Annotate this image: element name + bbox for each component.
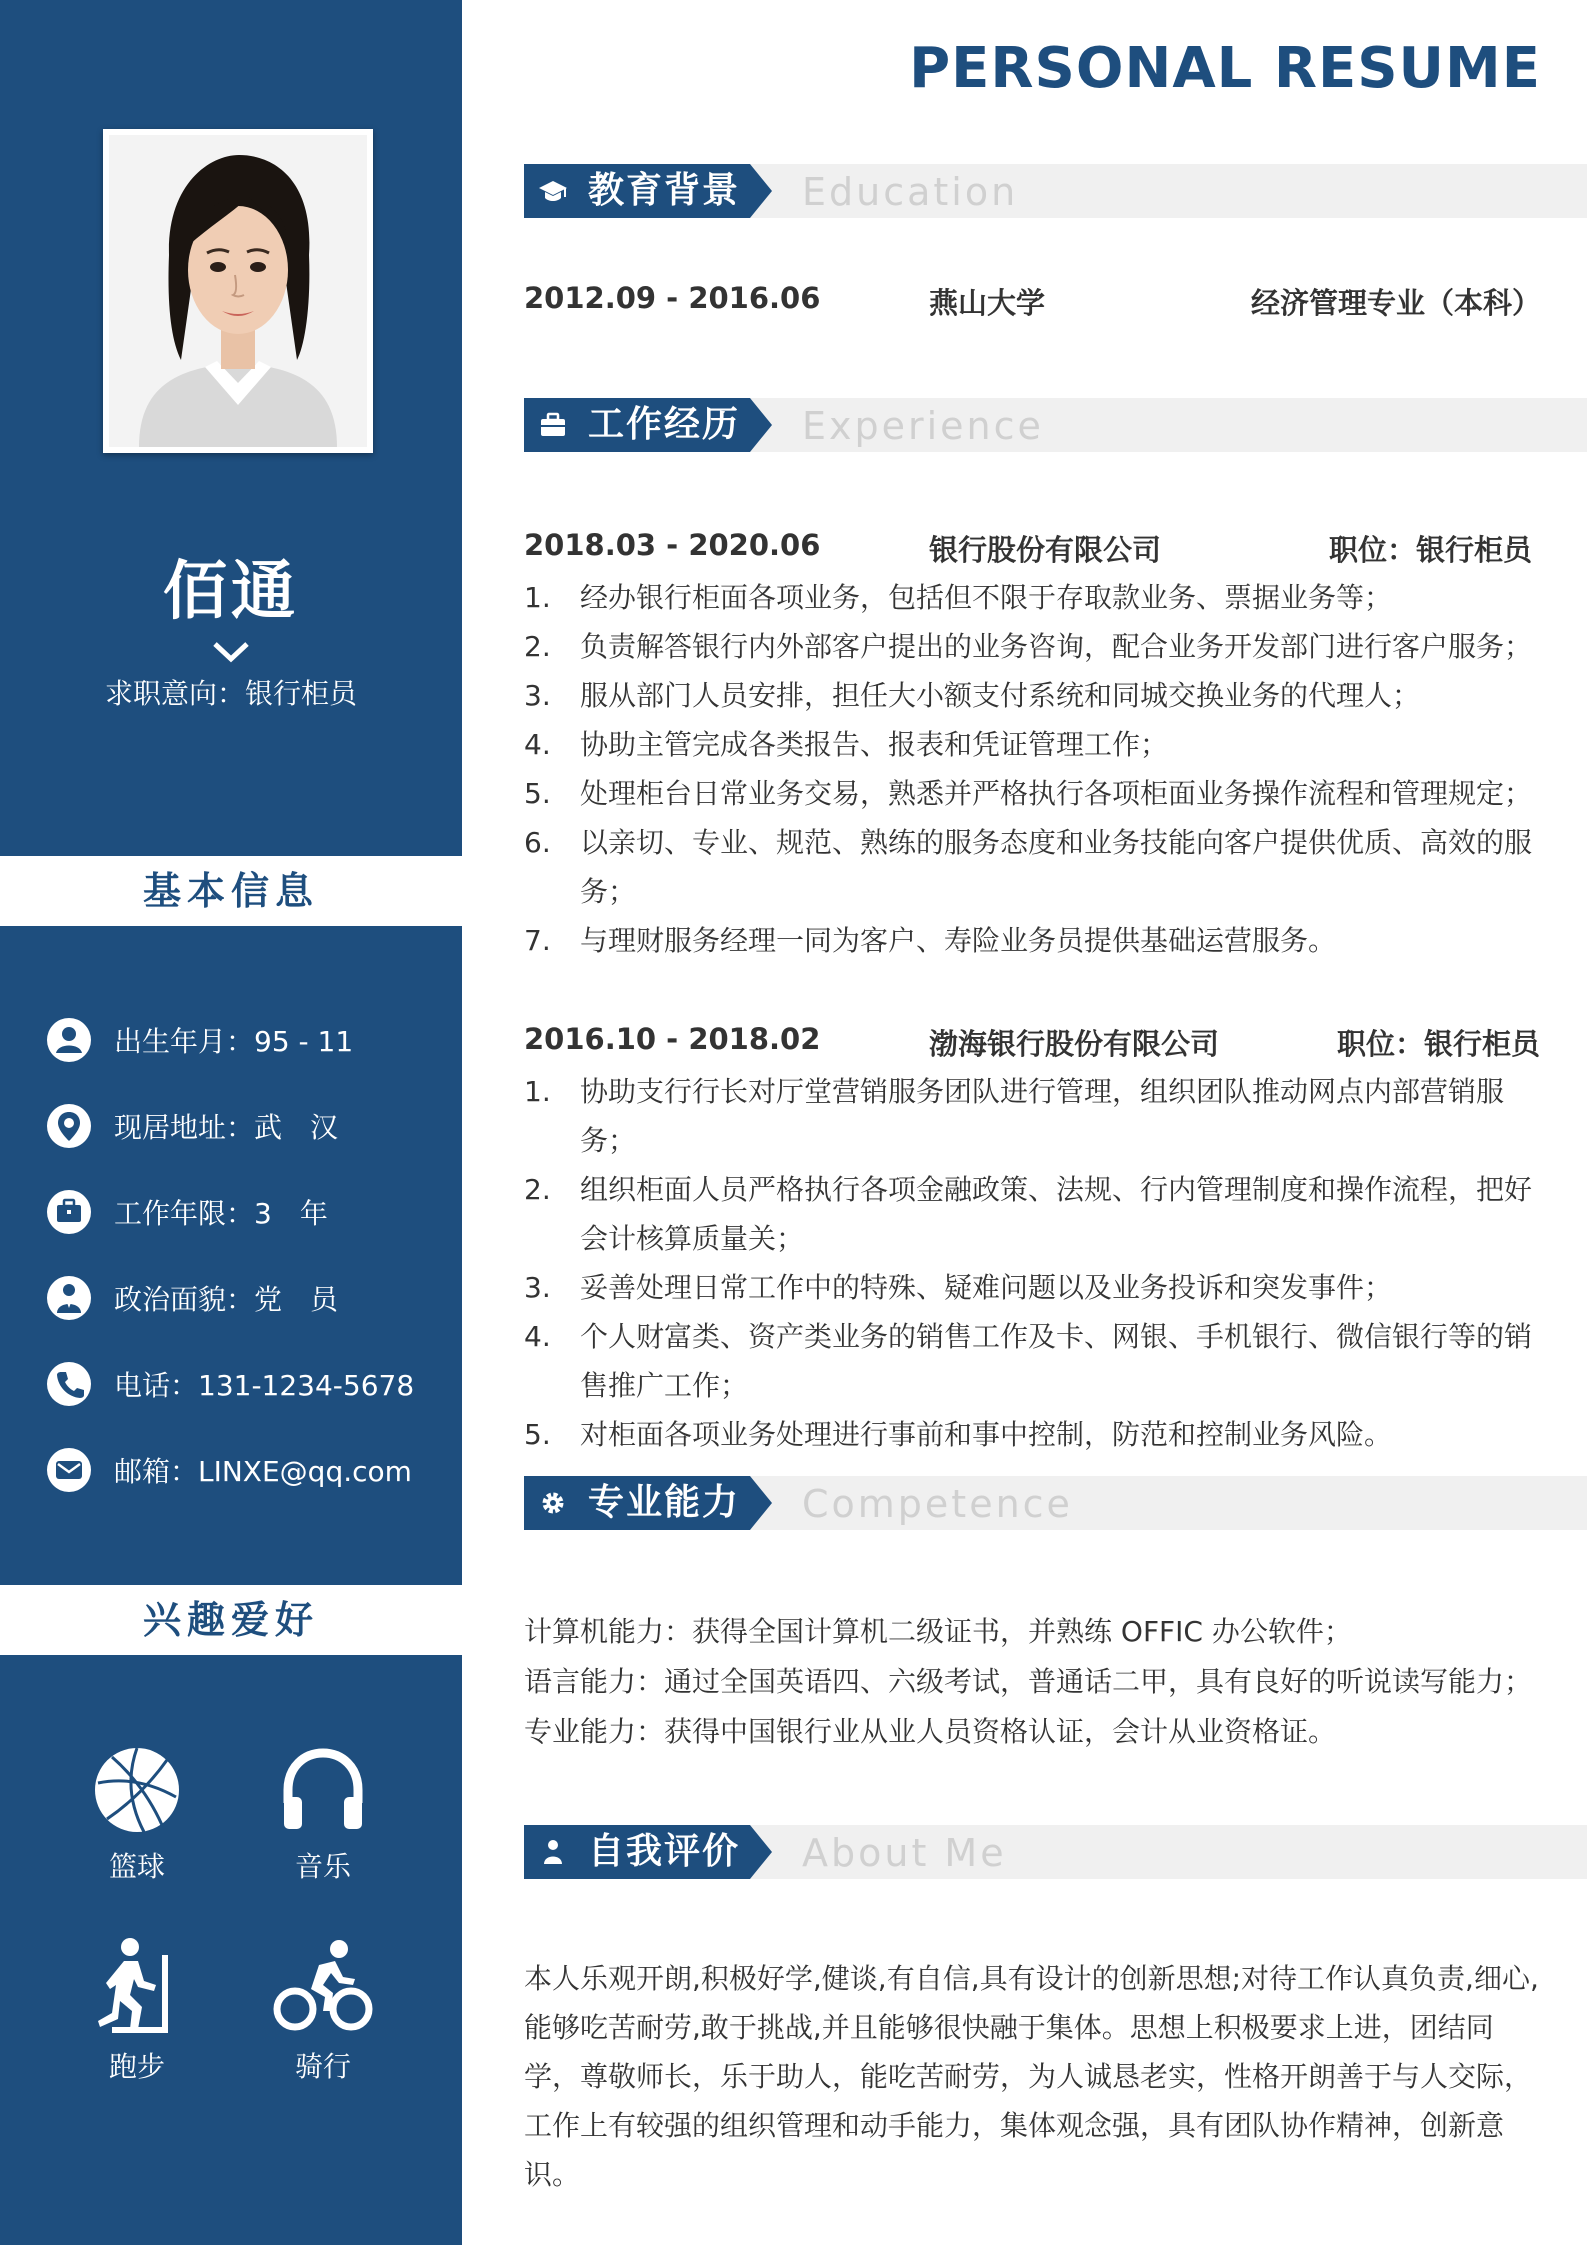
job-2-duties (524, 1067, 1544, 1459)
hobbies-banner (0, 1585, 490, 1655)
section-experience-en: Experience (802, 404, 1044, 448)
info-years-text: 工作年限：3 年 (114, 1197, 328, 1230)
job-1-header (524, 528, 1544, 568)
hobby-music (253, 1745, 393, 1885)
job-2-period: 2016.10 - 2018.02 (524, 1022, 821, 1056)
basic-info-banner (0, 856, 490, 926)
info-address (46, 1101, 338, 1151)
resume-title: PERSONAL RESUME (909, 36, 1541, 101)
section-about-title: 自我评价 (588, 1831, 741, 1872)
info-email-text: 邮箱：LINXE@qq.com (114, 1455, 412, 1488)
list-item: 语言能力：通过全国英语四、六级考试，普通话二甲，具有良好的听说读写能力； (524, 1665, 1533, 1698)
info-phone (46, 1359, 414, 1409)
list-item: 2. 组织柜面人员严格执行各项金融政策、法规、行内管理制度和操作流程，把好会计核算质量关； (524, 1173, 1533, 1255)
info-birth-text: 出生年月：95 - 11 (114, 1025, 354, 1058)
info-years (46, 1187, 328, 1237)
info-address-text: 现居地址：武 汉 (114, 1111, 339, 1144)
list-item: 5. 处理柜台日常业务交易，熟悉并严格执行各项柜面业务操作流程和管理规定； (524, 777, 1533, 810)
about-text: 本人乐观开朗,积极好学,健谈,有自信,具有设计的创新思想;对待工作认真负责,细心,能够吃苦耐劳,敢于挑战,并且能够很快融于集体。思想上积极要求上进，团结同学，尊敬师长，乐于助人，能吃苦耐劳，为人诚恳老实，性格开朗善于与人交际，工作上有较强的组织管理和动手能力，集体观念强，具有团队协作精神，创新意识。 (524, 1962, 1539, 2191)
headphones-icon (278, 1745, 368, 1835)
location-icon (46, 1103, 92, 1149)
list-item: 4. 个人财富类、资产类业务的销售工作及卡、网银、手机银行、微信银行等的销售推广工作； (524, 1320, 1533, 1402)
list-item: 4. 协助主管完成各类报告、报表和凭证管理工作； (524, 728, 1169, 761)
briefcase-icon (538, 410, 568, 440)
hobby-running-label: 跑步 (108, 2050, 165, 2083)
portrait-icon (109, 135, 367, 447)
section-experience-title: 工作经历 (588, 404, 741, 445)
job-1-company: 银行股份有限公司 (929, 533, 1162, 567)
person-icon (538, 1837, 568, 1867)
sidebar (0, 0, 462, 2245)
basketball-icon (92, 1745, 182, 1835)
job-1-duties (524, 573, 1544, 965)
phone-icon (46, 1361, 92, 1407)
info-email (46, 1445, 412, 1495)
competence-list (524, 1607, 1544, 1757)
hobby-music-label: 音乐 (294, 1850, 351, 1883)
basic-info-title: 基本信息 (142, 869, 319, 913)
job-intent: 求职意向：银行柜员 (104, 677, 357, 710)
section-competence-en: Competence (802, 1482, 1073, 1526)
education-period: 2012.09 - 2016.06 (524, 281, 821, 315)
list-item: 3. 服从部门人员安排，担任大小额支付系统和同城交换业务的代理人； (524, 679, 1421, 712)
job-2-company: 渤海银行股份有限公司 (929, 1027, 1220, 1061)
education-major: 经济管理专业（本科） (1251, 286, 1542, 320)
section-competence-header (524, 1476, 1587, 1530)
running-icon (92, 1935, 182, 2035)
candidate-name: 佰通 (163, 555, 299, 629)
list-item: 1. 经办银行柜面各项业务，包括但不限于存取款业务、票据业务等； (524, 581, 1393, 614)
hobby-running (67, 1935, 207, 2085)
hobby-basketball-label: 篮球 (108, 1850, 165, 1883)
hobby-basketball (67, 1745, 207, 1885)
profile-photo (103, 129, 373, 453)
gear-icon (538, 1488, 568, 1518)
user-icon (46, 1017, 92, 1063)
hobby-cycling-label: 骑行 (294, 2050, 351, 2083)
section-competence-title: 专业能力 (588, 1482, 741, 1523)
list-item: 计算机能力：获得全国计算机二级证书，并熟练 OFFIC 办公软件； (524, 1615, 1352, 1648)
list-item: 5. 对柜面各项业务处理进行事前和事中控制，防范和控制业务风险。 (524, 1418, 1393, 1451)
section-about-en: About Me (802, 1831, 1007, 1875)
job-2-position: 职位：银行柜员 (1337, 1027, 1541, 1061)
person-badge-icon (46, 1275, 92, 1321)
section-education-title: 教育背景 (588, 170, 741, 211)
section-education-header (524, 164, 1587, 218)
cycling-icon (273, 1935, 373, 2035)
mail-icon (46, 1447, 92, 1493)
info-birth (46, 1015, 353, 1065)
list-item: 专业能力：获得中国银行业从业人员资格认证，会计从业资格证。 (524, 1715, 1337, 1748)
info-phone-text: 电话：131-1234-5678 (114, 1369, 415, 1402)
job-1-position: 职位：银行柜员 (1329, 533, 1533, 567)
list-item: 1. 协助支行行长对厅堂营销服务团队进行管理，组织团队推动网点内部营销服务； (524, 1075, 1505, 1157)
graduation-cap-icon (538, 176, 568, 206)
briefcase-icon (46, 1189, 92, 1235)
section-education-en: Education (802, 170, 1019, 214)
list-item: 6. 以亲切、专业、规范、熟练的服务态度和业务技能向客户提供优质、高效的服务； (524, 826, 1533, 908)
section-experience-header (524, 398, 1587, 452)
list-item: 3. 妥善处理日常工作中的特殊、疑难问题以及业务投诉和突发事件； (524, 1271, 1393, 1304)
list-item: 7. 与理财服务经理一同为客户、寿险业务员提供基础运营服务。 (524, 924, 1337, 957)
chevron-down-icon (211, 640, 251, 664)
section-about-header (524, 1825, 1587, 1879)
list-item: 2. 负责解答银行内外部客户提出的业务咨询，配合业务开发部门进行客户服务； (524, 630, 1533, 663)
hobbies-title: 兴趣爱好 (142, 1598, 319, 1642)
job-1-period: 2018.03 - 2020.06 (524, 528, 821, 562)
info-politics (46, 1273, 338, 1323)
info-politics-text: 政治面貌：党 员 (114, 1283, 339, 1316)
hobby-cycling (253, 1935, 393, 2085)
job-2-header (524, 1022, 1544, 1062)
education-school: 燕山大学 (929, 286, 1046, 320)
